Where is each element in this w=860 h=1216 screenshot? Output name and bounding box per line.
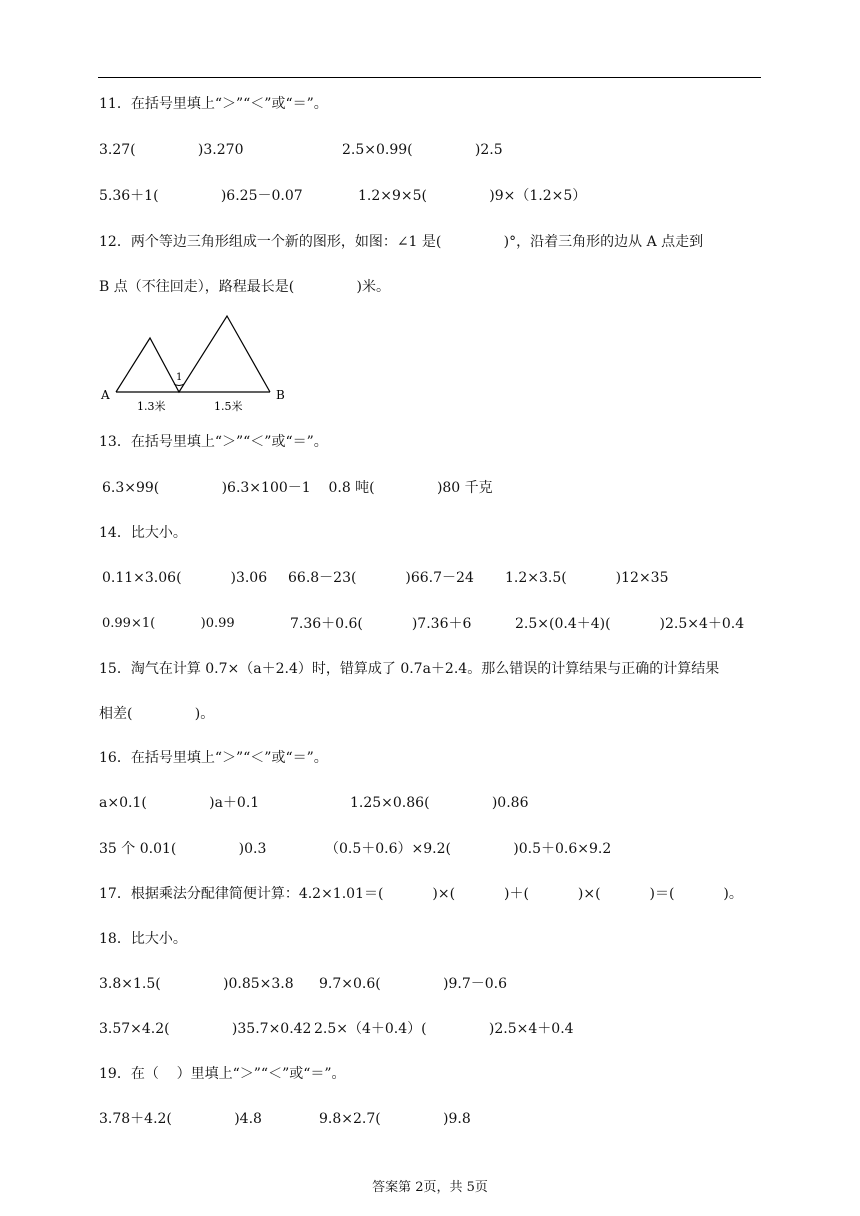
q18-title: 18．比大小。	[99, 931, 187, 947]
length-label-1: 1.3米	[137, 400, 166, 413]
q11-item: 5.36＋1( )6.25－0.07	[99, 188, 303, 204]
q14-item: 66.8－23( )66.7－24	[288, 570, 474, 586]
q16-item: 1.25×0.86( )0.86	[350, 795, 529, 811]
q19-item: 9.8×2.7( )9.8	[319, 1111, 471, 1127]
q11-title: 11．在括号里填上“＞”“＜”或“＝”。	[99, 96, 328, 112]
q18-item: 2.5×（4＋0.4）( )2.5×4＋0.4	[314, 1021, 574, 1037]
q11-item: 1.2×9×5( )9×（1.2×5）	[358, 188, 587, 204]
q12-line1: 12．两个等边三角形组成一个新的图形，如图：∠1 是( )°，沿着三角形的边从 A 点走到	[99, 234, 704, 250]
q11-item: 2.5×0.99( )2.5	[342, 142, 503, 158]
q13-item: 6.3×99( )6.3×100－1 0.8 吨( )80 千克	[102, 480, 493, 496]
q18-item: 3.57×4.2( )35.7×0.42	[99, 1021, 312, 1037]
q14-item: 1.2×3.5( )12×35	[505, 570, 669, 586]
q18-item: 3.8×1.5( )0.85×3.8	[99, 976, 294, 992]
q15-line2: 相差( )。	[99, 706, 215, 722]
q19-title: 19．在（ ）里填上“＞”“＜”或“＝”。	[99, 1066, 346, 1082]
q16-item: a×0.1( )a＋0.1	[99, 795, 260, 811]
q16-item: 35 个 0.01( )0.3	[99, 841, 267, 857]
q15-line1: 15．淘气在计算 0.7×（a＋2.4）时，错算成了 0.7a＋2.4。那么错误的计算结果与正确的计算结果	[99, 661, 720, 677]
page-footer: 答案第 2页，共 5页	[372, 1180, 488, 1195]
q18-item: 9.7×0.6( )9.7－0.6	[319, 976, 508, 992]
point-a-label: A	[101, 388, 110, 402]
header-rule	[98, 77, 761, 78]
triangle-outline	[116, 316, 270, 392]
q19-item: 3.78＋4.2( )4.8	[99, 1111, 262, 1127]
q14-item: 2.5×(0.4＋4)( )2.5×4＋0.4	[515, 616, 745, 632]
angle-label: 1	[176, 372, 183, 383]
q16-item: （0.5＋0.6）×9.2( )0.5＋0.6×9.2	[325, 841, 612, 857]
triangles-figure	[96, 310, 296, 420]
q14-item: 7.36＋0.6( )7.36＋6	[290, 616, 472, 632]
q14-item: 0.99×1( )0.99	[102, 616, 235, 631]
q16-title: 16．在括号里填上“＞”“＜”或“＝”。	[99, 750, 328, 766]
q13-title: 13．在括号里填上“＞”“＜”或“＝”。	[99, 434, 328, 450]
q14-title: 14．比大小。	[99, 525, 187, 541]
point-b-label: B	[276, 388, 285, 402]
q17-line: 17．根据乘法分配律简便计算：4.2×1.01＝( )×( )＋( )×( )＝( )。	[99, 886, 743, 902]
q14-item: 0.11×3.06( )3.06	[102, 570, 268, 586]
q11-item: 3.27( )3.270	[99, 142, 244, 158]
length-label-2: 1.5米	[214, 400, 243, 413]
q12-line2: B 点（不往回走），路程最长是( )米。	[99, 279, 390, 295]
